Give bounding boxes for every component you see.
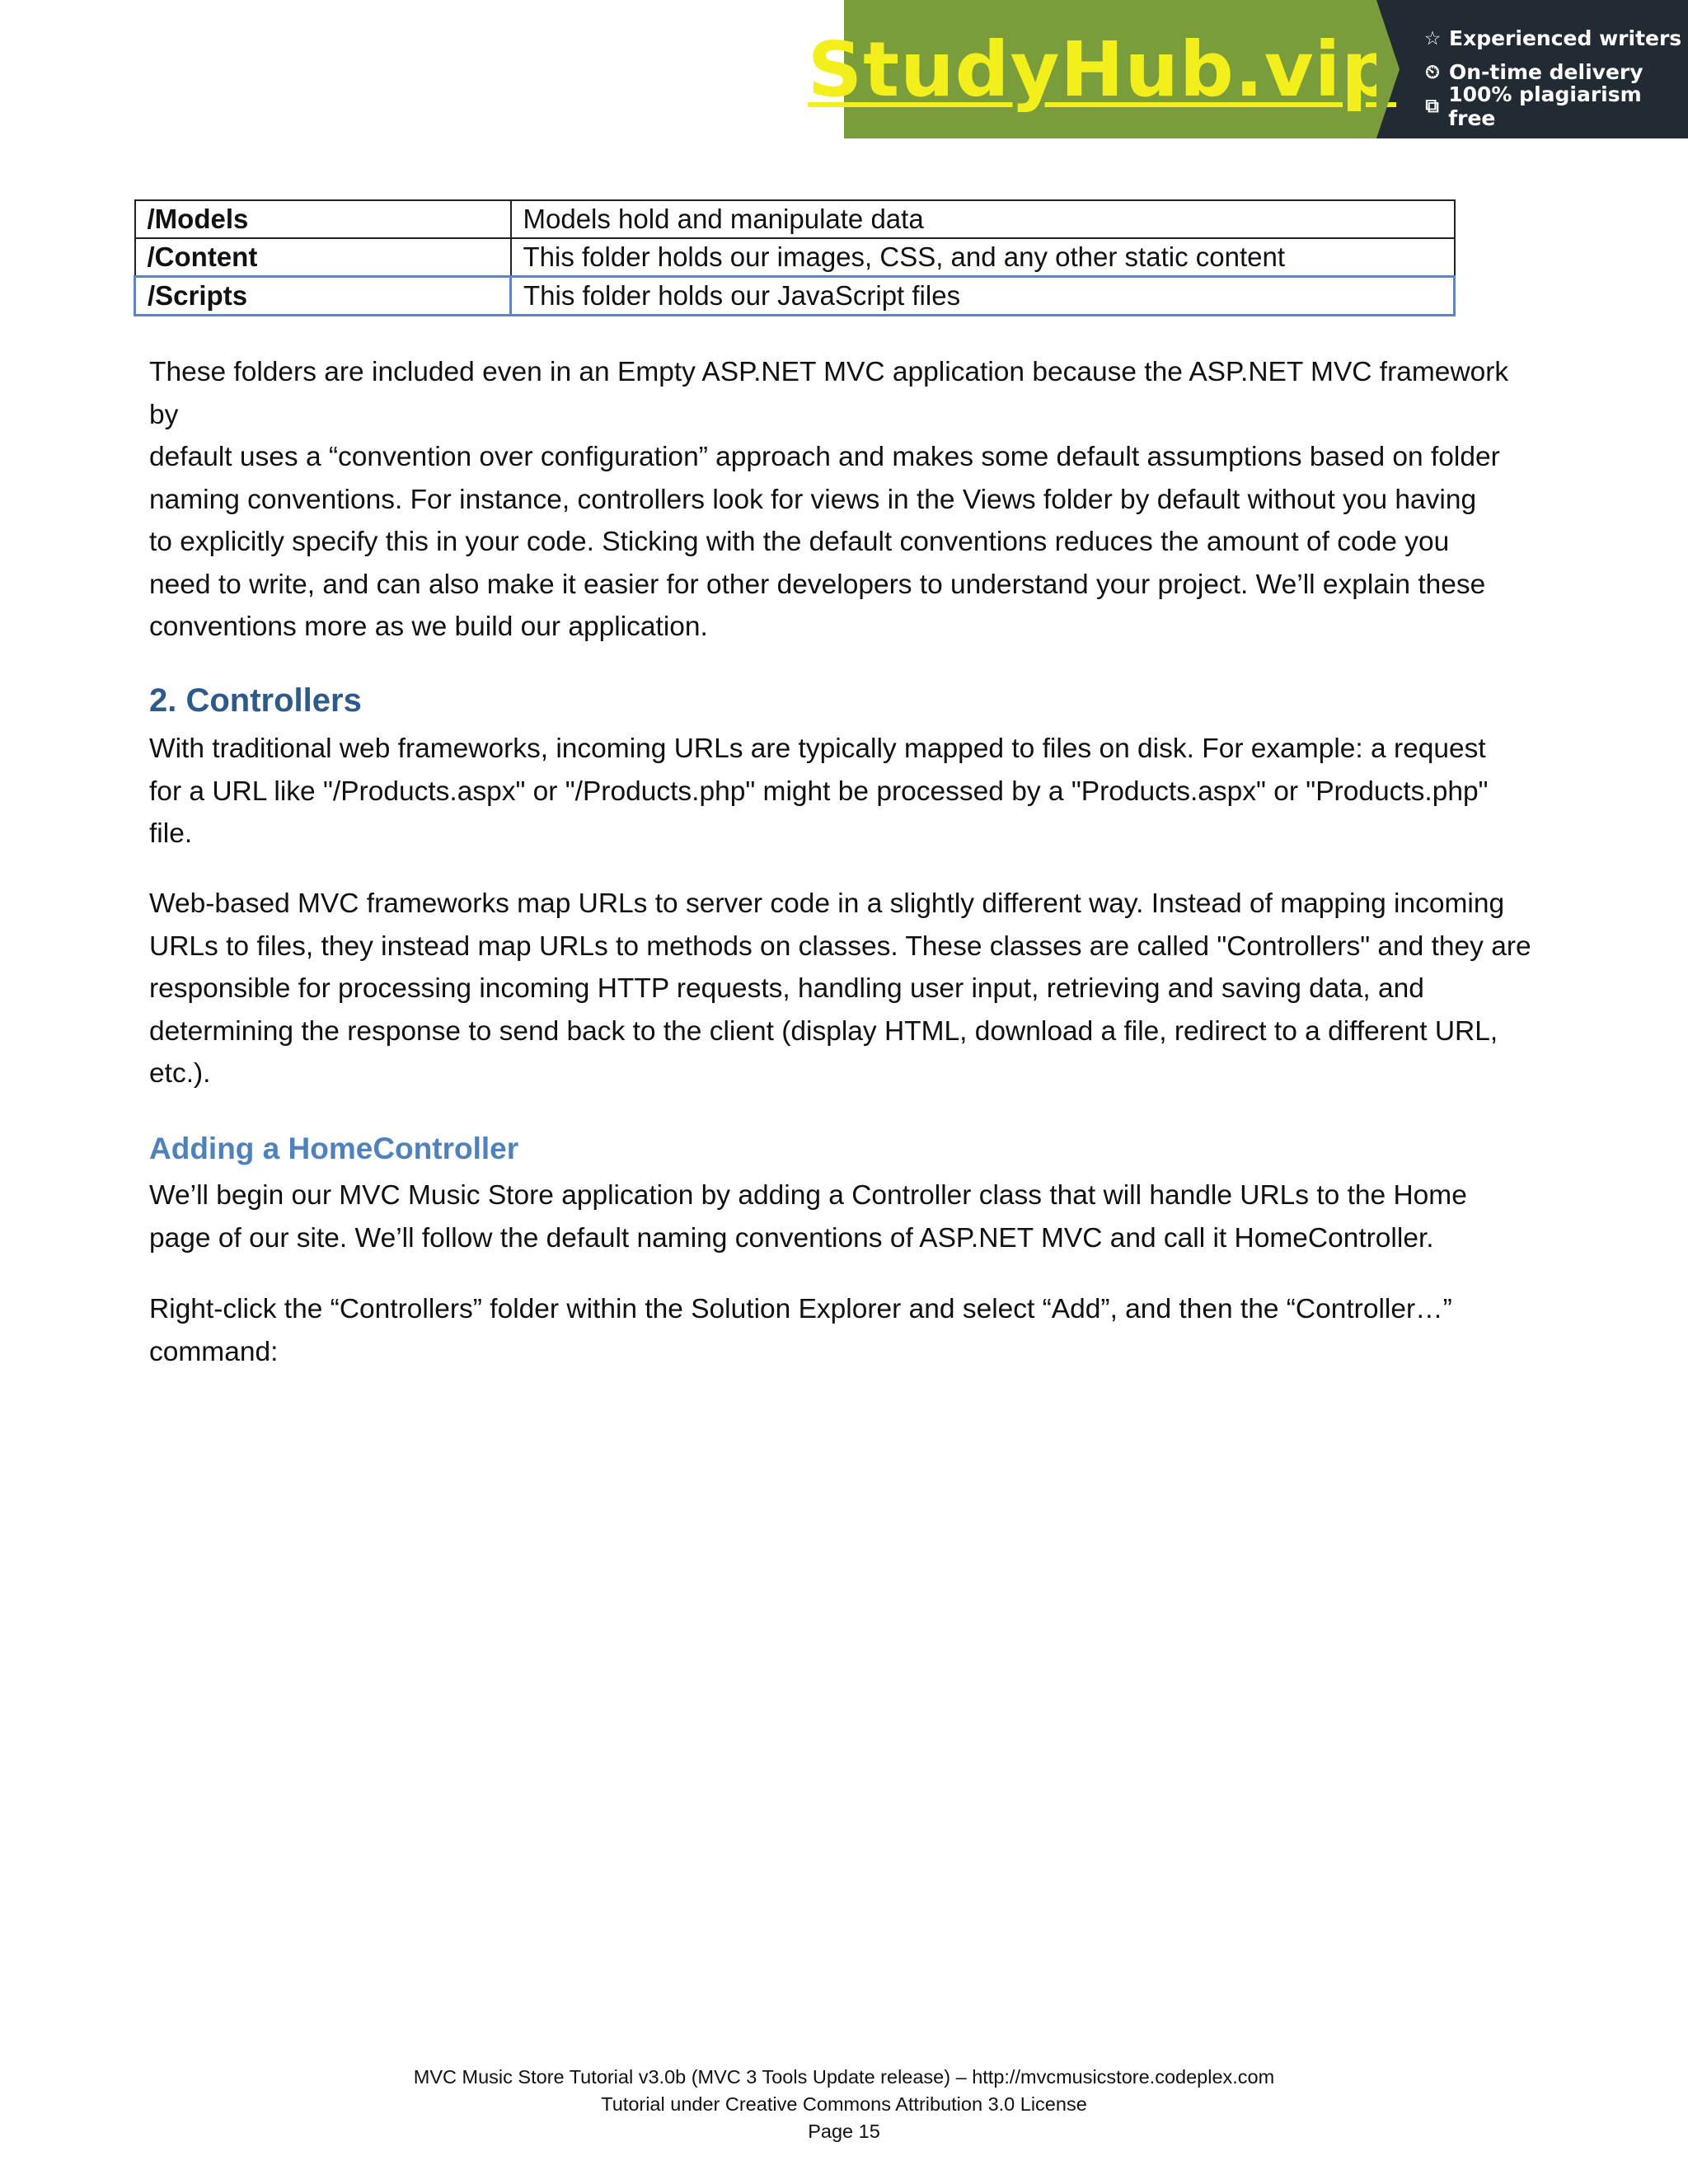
text-line: We’ll begin our MVC Music Store application by adding a Controller class that will handle URLs to the Home bbox=[149, 1180, 1467, 1211]
page-number: Page 15 bbox=[808, 2121, 880, 2142]
controllers-p1-block bbox=[149, 728, 1542, 855]
section-heading: 2. Controllers bbox=[149, 682, 362, 719]
subsection-heading: Adding a HomeController bbox=[149, 1132, 519, 1165]
controllers-paragraph-2 bbox=[149, 883, 1542, 1095]
text-line: With traditional web frameworks, incoming URLs are typically mapped to files on disk. For example: a request bbox=[149, 733, 1486, 764]
text-line: command: bbox=[149, 1336, 279, 1367]
controllers-p2-block bbox=[149, 883, 1542, 1095]
intro-paragraph bbox=[149, 351, 1542, 649]
folder-name: /Models bbox=[135, 200, 511, 238]
folder-name: /Content bbox=[135, 238, 511, 277]
text-line: naming conventions. For instance, controllers look for views in the Views folder by default without you having bbox=[149, 484, 1477, 515]
star-icon: ☆ bbox=[1423, 27, 1442, 49]
controllers-paragraph-1 bbox=[149, 728, 1542, 855]
homecontroller-p1-block bbox=[149, 1174, 1542, 1259]
folder-description: This folder holds our JavaScript files bbox=[511, 277, 1455, 316]
folder-description: This folder holds our images, CSS, and any other static content bbox=[511, 238, 1455, 277]
feature-item bbox=[1423, 82, 1688, 130]
text-line: Web-based MVC frameworks map URLs to server code in a slightly different way. Instead of mapping incoming bbox=[149, 888, 1505, 919]
text-line: to explicitly specify this in your code. Sticking with the default conventions reduces the amount of code you bbox=[149, 527, 1450, 557]
homecontroller-p2-block bbox=[149, 1288, 1542, 1373]
homecontroller-heading-block bbox=[149, 1127, 1542, 1170]
controllers-heading-block bbox=[149, 677, 1542, 724]
text-line: URLs to files, they instead map URLs to methods on classes. These classes are called "Controllers" and they are bbox=[149, 930, 1531, 962]
footer-license: Tutorial under Creative Commons Attribution 3.0 License bbox=[601, 2093, 1087, 2115]
folder-description: Models hold and manipulate data bbox=[511, 200, 1455, 238]
text-line: default uses a “convention over configuration” approach and makes some default assumptions based on folder bbox=[149, 442, 1500, 472]
text-line: file. bbox=[149, 818, 193, 849]
text-line: for a URL like "/Products.aspx" or "/Products.php" might be processed by a "Products.aspx" or "Products.php" bbox=[149, 776, 1489, 807]
folder-name: /Scripts bbox=[135, 277, 511, 316]
text-line: determining the response to send back to the client (display HTML, download a file, redirect to a different URL, bbox=[149, 1015, 1498, 1047]
feature-item bbox=[1423, 21, 1688, 55]
page-footer bbox=[0, 2064, 1688, 2145]
brand-name: StudyHub.vip bbox=[807, 25, 1397, 114]
copy-icon: ⧉ bbox=[1425, 95, 1439, 117]
table-row bbox=[135, 200, 1455, 238]
text-line: Right-click the “Controllers” folder within the Solution Explorer and select “Add”, and then the “Controller…” bbox=[149, 1294, 1452, 1324]
feature-label: 100% plagiarism free bbox=[1448, 82, 1642, 130]
table-row bbox=[135, 238, 1455, 277]
footer-title: MVC Music Store Tutorial v3.0b (MVC 3 Tools Update release) – http://mvcmusicstore.codeplex.com bbox=[413, 2066, 1275, 2088]
homecontroller-paragraph-2 bbox=[149, 1288, 1542, 1373]
studyhub-banner[interactable] bbox=[807, 0, 1688, 138]
intro-section bbox=[149, 351, 1542, 649]
text-line: conventions more as we build our application. bbox=[149, 612, 708, 642]
folder-table bbox=[134, 199, 1456, 316]
text-line: need to write, and can also make it easier for other developers to understand your project. We’ll explain these bbox=[149, 569, 1486, 600]
banner-features bbox=[1376, 0, 1688, 138]
homecontroller-paragraph-1 bbox=[149, 1174, 1542, 1259]
text-line: responsible for processing incoming HTTP requests, handling user input, retrieving and saving data, and bbox=[149, 973, 1424, 1004]
text-line: page of our site. We’ll follow the default naming conventions of ASP.NET MVC and call it HomeController. bbox=[149, 1222, 1434, 1254]
text-line: These folders are included even in an Empty ASP.NET MVC application because the ASP.NET MVC framework by bbox=[149, 357, 1509, 430]
clock-icon: ⏲ bbox=[1425, 61, 1440, 83]
feature-label: On-time delivery bbox=[1449, 60, 1643, 84]
table-row-selected[interactable] bbox=[135, 277, 1455, 316]
brand-logo[interactable] bbox=[807, 0, 1397, 138]
feature-label: Experienced writers bbox=[1449, 26, 1682, 50]
text-line: etc.). bbox=[149, 1058, 211, 1089]
